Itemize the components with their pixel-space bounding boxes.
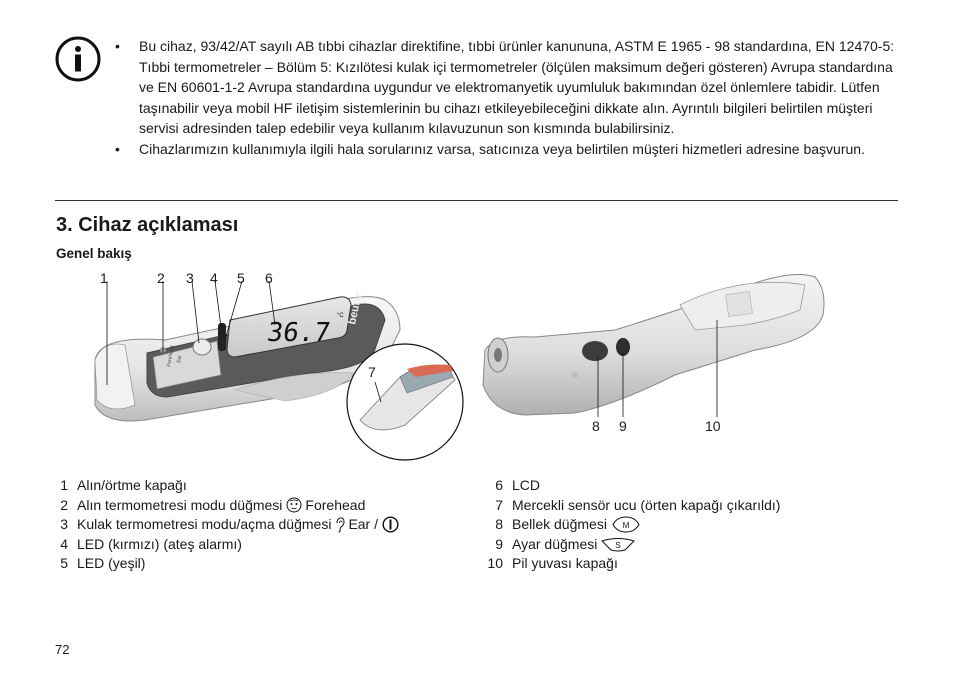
thermometer-figure (55, 265, 845, 465)
legend-number: 8 (495, 516, 503, 532)
info-icon (55, 36, 101, 82)
notes-list (115, 36, 900, 159)
section-title: 3. Cihaz açıklaması (56, 214, 239, 236)
lcd-unit: °C (337, 313, 344, 319)
callout-4: 4 (210, 270, 218, 286)
callout-5: 5 (237, 270, 245, 286)
legend-number: 6 (495, 477, 503, 493)
legend-item (46, 515, 402, 535)
callout-8: 8 (592, 418, 600, 434)
legend-item (481, 554, 780, 574)
note-text: Bu cihaz, 93/42/AT sayılı AB tıbbi cihazlar direktifine, tıbbi ürünler kanununa, ASTM E 1965 - 98 standardına, EN 12470-5: Tıbbi termometreler – Bölüm 5: Kızılötesi kulak içi termometreler (ölçülen maksimum değeri gösteren) Avrupa standardına ve EN 60601-1-2 Avrupa standardına uygundur ve elektromanyetik uyumluluk bakımından özel önlemlere tabidir. Lütfen taşınabilir veya mobil HF iletişim sistemlerinin bu cihazı etkileyebileceğini dikkate alın. Ayrıntılı bilgileri belirtilen müşteri servisi adresinden talep edebilir veya kullanım kılavuzunun son kısmında bulabilirsiniz. (139, 38, 895, 136)
callout-1: 1 (100, 270, 108, 286)
legend-number: 3 (60, 516, 68, 532)
legend-text: Pil yuvası kapağı (512, 555, 618, 571)
memory-button-letter: M (622, 521, 630, 531)
legend-number: 1 (60, 477, 68, 493)
legend-number: 5 (60, 555, 68, 571)
legend-text: Ayar düğmesi (512, 535, 598, 552)
settings-button-letter: S (615, 540, 622, 550)
section-subtitle: Genel bakış (56, 246, 132, 261)
legend-item (481, 476, 780, 496)
page-number: 72 (55, 642, 70, 657)
power-icon (382, 516, 399, 533)
forehead-side-label: Forehead (166, 345, 176, 368)
callout-3: 3 (186, 270, 194, 286)
legend-number: 9 (495, 535, 503, 552)
section-divider (55, 200, 898, 201)
lcd-temperature: 36.7 (265, 318, 333, 348)
legend-right (481, 476, 780, 574)
note-text: Cihazlarımızın kullanımıyla ilgili hala sorularınız varsa, satıcınıza veya belirtilen müşteri hizmetleri adresine başvurun. (139, 140, 865, 157)
legend-item (46, 535, 402, 555)
sensor-tip-detail (347, 344, 463, 460)
callout-6: 6 (265, 270, 273, 286)
legend-text: LCD (512, 477, 541, 493)
bullet-dot: • (115, 38, 120, 54)
legend-text: Alın/örtme kapağı (77, 477, 187, 493)
note-item (115, 36, 900, 139)
legend-text: Kulak termometresi modu/açma düğmesi (77, 516, 332, 532)
legend-text: LED (yeşil) (77, 555, 146, 571)
callout-10: 10 (705, 418, 721, 434)
thermometer-back-view (483, 275, 824, 417)
legend-item (481, 515, 780, 535)
settings-button-icon (601, 537, 635, 552)
forehead-icon (286, 497, 302, 513)
callout-7: 7 (368, 364, 376, 380)
legend-item (46, 476, 402, 496)
legend-suffix: Ear / (348, 516, 379, 532)
legend-text: Bellek düğmesi (512, 516, 607, 532)
legend-text: LED (kırmızı) (ateş alarmı) (77, 535, 242, 552)
note-item (115, 139, 900, 160)
legend-item (46, 496, 402, 516)
ear-side-label: Ear (176, 354, 184, 364)
bullet-dot: • (115, 140, 120, 157)
legend-left (46, 476, 402, 574)
legend-item (481, 535, 780, 555)
legend-text: Mercekli sensör ucu (örten kapağı çıkarıldı) (512, 496, 781, 513)
legend-number: 7 (495, 496, 503, 513)
callout-9: 9 (619, 418, 627, 434)
legend-item (46, 554, 402, 574)
legend-number: 4 (60, 535, 68, 552)
ear-icon (335, 517, 345, 533)
legend-number: 10 (487, 555, 503, 571)
legend-number: 2 (60, 496, 68, 513)
memory-button-icon (611, 516, 641, 533)
callout-2: 2 (157, 270, 165, 286)
legend-suffix: Forehead (305, 496, 366, 513)
legend-text: Alın termometresi modu düğmesi (77, 496, 283, 513)
legend-item (481, 496, 780, 516)
brand-logo: beurer (346, 289, 366, 326)
